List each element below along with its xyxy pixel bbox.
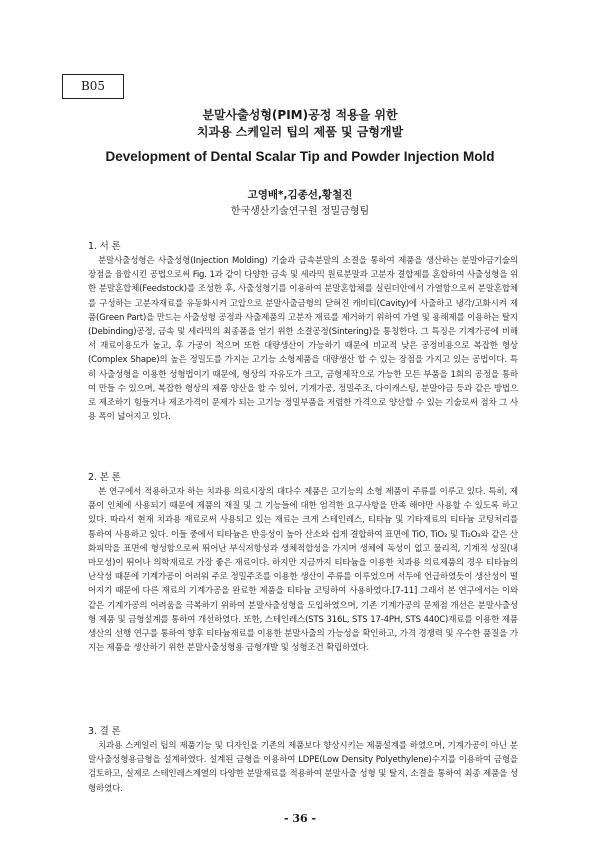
page-number: - 36 - bbox=[283, 812, 317, 825]
paper-code-box: B05 bbox=[62, 74, 124, 99]
section-body: 본 연구에서 적용하고자 하는 치과용 의료시장의 대다수 제품은 고기능의 소형 제품이 주류를 이루고 있다. 특히, 제품이 인체에 사용되기 때문에 제품의 재질 및 그 기능들에 대한 엄격한 요구사항을 만족 해야만 사용할 수 있도록 하고 있다. 따라서 현재 치과용 재료로써 사용되고 있는 재료는 크게 스테인레스, 티타늄 및 기타재료의 티타늄 코팅처리를 통하여 사용하고 있다. 이들 중에서 티타늄은 반응성이 높아 산소와 쉽게 결합하여 표면에 TiO, TiO₂ 및 Ti₂O₃와 같은 산화피막을 표면에 형성함으로써 뛰어난 부식저항성과 생체적합성을 가지며 생체에 독성이 없고 물리적, 기계적 성질(내마모성)이 뛰어나 의학재료로 가장 좋은 재료이다. 하지만 지금까지 티타늄을 이용한 치과용 의료제품의 경우 티타늄의 난삭성 때문에 기계가공이 어려워 주로 정밀주조를 이용한 생산이 주류를 이루었으며 서두에 언급하였듯이 생산성이 떨어지기 때문에 다른 재료의 기계가공을 완료한 제품을 티타늄 코팅하여 사용하였다.[7-11] 그래서 본 연구에서는 이와같은 기계가공의 어려움을 극복하기 위하여 분말사출성형을 도입하였으며, 기존 기계가공의 문제점 개선은 분말사출성형 제품 및 금형설계를 통하여 개선하였다. 또한, 스테인레스(STS 316L, STS 17-4PH, STS 440C)재료를 이용한 제품생산의 선행 연구를 통하여 향후 티타늄재료를 이용한 분말사출의 가능성을 확인하고, 가격 경쟁력 및 우수한 품질을 가지는 제품을 생산하기 위한 분말사출성형용 금형개발 및 성형조건 확립하였다. bbox=[88, 487, 518, 654]
section-introduction bbox=[88, 240, 518, 424]
korean-title-line-1: 분말사출성형(PIM)공정 적용을 위한 bbox=[202, 108, 398, 122]
section-body: 치과용 스케일러 팁의 제품기능 및 디자인을 기존의 제품보다 향상시키는 제품설계를 하였으며, 기계가공이 아닌 분말사출성형용금형을 설계하였다. 설계된 금형을 이용하여 LDPE(Low Density Polyethylene)수지를 이용하여 금형을 검토하고, 실제로 스테인레스계열의 다양한 분말재료를 적용하여 분말사출 성형 및 탈지, 소결을 통하여 최종 제품을 성형하였다. bbox=[88, 741, 518, 794]
section-body: 분말사출성형은 사출성형(Injection Molding) 기술과 금속분말의 소결을 통하여 제품을 생산하는 분말야금기술의 장점을 융합시킨 공법으로써 Fig. 1과 같이 다양한 금속 및 세라믹 원료분말과 고분자 결합제를 혼합하여 사출성형을 위한 분말혼합체(Feedstock)를 조성한 후, 사출성형기를 이용하여 분말혼합체를 실린더안에서 가열함으로써 분말혼합체를 구성하는 고분자재료를 유동화시켜 고압으로 분말사출금형의 닫혀진 캐비티(Cavity)에 사출하고 냉각/고화시켜 제품(Green Part)을 만드는 사출성형 공정과 사출제품의 고분자 재료를 제거하기 위하여 가열 및 용해제를 이용하는 탈지(Debinding)공정, 금속 및 세라믹의 최종품을 얻기 위한 소결공정(Sintering)을 통칭한다. 그 특징은 기계가공에 비해서 재료이용도가 높고, 후 가공이 적으며 또한 대량생산이 가능하기 때문에 비교적 낮은 공정비용으로 복잡한 형상(Complex Shape)의 높은 정밀도를 가지는 고기능 소형제품을 대량생산 할 수 있는 장점을 가지고 있는 공법이다. 특히 사출성형을 이용한 성형법이기 때문에, 형상의 자유도가 크고, 금형제작으로 가능한 모든 부품을 1회의 공정을 통하여 만들 수 있으며, 복잡한 형상의 제품 양산을 할 수 있어, 기계가공, 정밀주조, 다이캐스팅, 분말야금 등과 같은 방법으로 제조하기 힘들거나 제조가격이 문제가 되는 고기능 정밀부품을 저렴한 가격으로 양산할 수 있는 기술로써 점차 그 사용 폭이 넓어지고 있다. bbox=[88, 256, 518, 423]
section-main-body bbox=[88, 471, 518, 655]
section-heading: 2. 본 론 bbox=[88, 472, 121, 483]
korean-title-line-2: 치과용 스케일러 팁의 제품 및 금형개발 bbox=[196, 125, 404, 139]
author-list: 고영배*,김종선,황철진 bbox=[247, 189, 353, 201]
affiliation: 한국생산기술연구원 정밀금형팀 bbox=[230, 206, 370, 217]
english-title: Development of Dental Scalar Tip and Powder Injection Mold bbox=[105, 149, 495, 164]
section-conclusion bbox=[88, 725, 518, 796]
section-heading: 1. 서 론 bbox=[88, 241, 121, 252]
section-heading: 3. 결 론 bbox=[88, 726, 121, 737]
